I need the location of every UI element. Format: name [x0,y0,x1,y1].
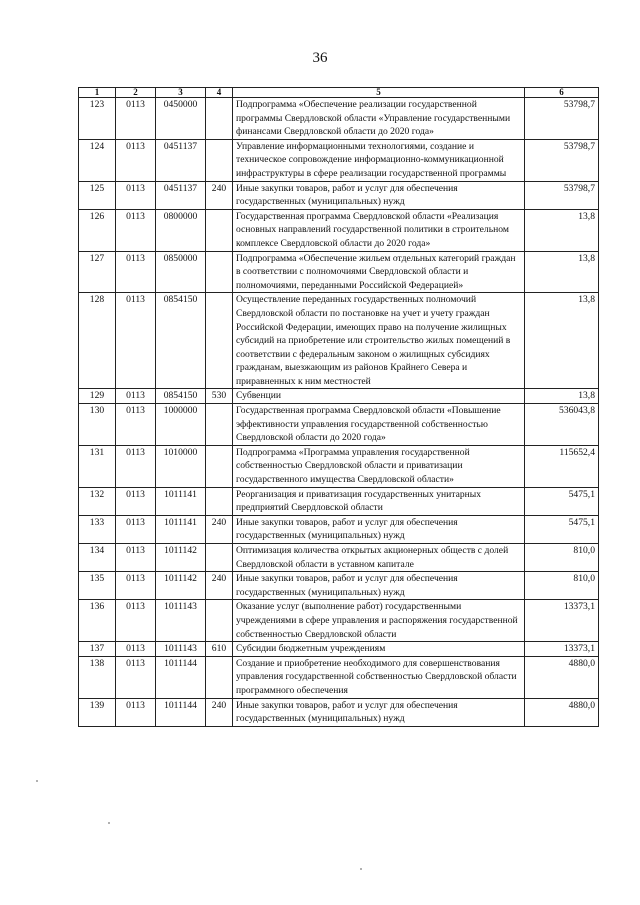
header-col-4: 4 [206,88,233,98]
row-number: 130 [79,404,116,446]
amount: 810,0 [525,544,599,572]
target-code: 0451137 [156,139,206,181]
section-code: 0113 [116,698,156,726]
scan-speck [36,780,38,782]
expense-type-code: 530 [206,389,233,404]
table-row [79,181,599,209]
table-row [79,698,599,726]
table-body [79,98,599,727]
target-code: 1011142 [156,572,206,600]
target-code: 1011144 [156,656,206,698]
section-code: 0113 [116,572,156,600]
target-code: 1011141 [156,515,206,543]
section-code: 0113 [116,209,156,251]
section-code: 0113 [116,656,156,698]
target-code: 1010000 [156,445,206,487]
table-row [79,445,599,487]
amount: 536043,8 [525,404,599,446]
target-code: 0450000 [156,98,206,140]
table-row [79,642,599,657]
header-col-5: 5 [233,88,525,98]
row-number: 125 [79,181,116,209]
section-code: 0113 [116,515,156,543]
expense-type-code [206,544,233,572]
target-code: 0800000 [156,209,206,251]
expense-type-code [206,600,233,642]
section-code: 0113 [116,445,156,487]
amount: 810,0 [525,572,599,600]
row-number: 126 [79,209,116,251]
header-col-1: 1 [79,88,116,98]
expense-type-code: 610 [206,642,233,657]
amount: 53798,7 [525,98,599,140]
amount: 13,8 [525,389,599,404]
row-number: 129 [79,389,116,404]
target-code: 1000000 [156,404,206,446]
expense-type-code [206,487,233,515]
item-name: Государственная программа Свердловской области «Реализация основных направлений государственной политики в строительном комплексе Свердловской области до 2020 года» [233,209,525,251]
item-name: Иные закупки товаров, работ и услуг для обеспечения государственных (муниципальных) нужд [233,698,525,726]
table-header-row [79,88,599,98]
target-code: 0854150 [156,293,206,389]
row-number: 123 [79,98,116,140]
item-name: Государственная программа Свердловской области «Повышение эффективности управления государственной собственностью Свердловской области до 2020 года» [233,404,525,446]
table-row [79,209,599,251]
expense-type-code: 240 [206,572,233,600]
target-code: 1011143 [156,600,206,642]
section-code: 0113 [116,642,156,657]
row-number: 131 [79,445,116,487]
amount: 13373,1 [525,642,599,657]
target-code: 1011141 [156,487,206,515]
expense-type-code [206,209,233,251]
row-number: 134 [79,544,116,572]
page-number: 36 [312,50,328,66]
target-code: 1011143 [156,642,206,657]
scan-speck [108,822,110,824]
section-code: 0113 [116,139,156,181]
item-name: Иные закупки товаров, работ и услуг для обеспечения государственных (муниципальных) нужд [233,181,525,209]
section-code: 0113 [116,251,156,293]
header-col-6: 6 [525,88,599,98]
amount: 4880,0 [525,656,599,698]
target-code: 1011144 [156,698,206,726]
amount: 13373,1 [525,600,599,642]
amount: 13,8 [525,251,599,293]
table-row [79,656,599,698]
section-code: 0113 [116,404,156,446]
item-name: Подпрограмма «Обеспечение жильем отдельных категорий граждан в соответствии с полномочиями Свердловской области и полномочиями, переданными Российской Федерацией» [233,251,525,293]
scan-speck [360,868,362,870]
section-code: 0113 [116,600,156,642]
row-number: 136 [79,600,116,642]
row-number: 127 [79,251,116,293]
item-name: Осуществление переданных государственных полномочий Свердловской области по постановке на учет и учету граждан Российской Федерации, имеющих право на получение жилищных субсидий на приобретение или строительство жилых помещений в соответствии с федеральным законом о жилищных субсидиях гражданам, выезжающим из районов Крайнего Севера и приравненных к ним местностей [233,293,525,389]
section-code: 0113 [116,181,156,209]
header-col-3: 3 [156,88,206,98]
item-name: Оказание услуг (выполнение работ) государственными учреждениями в сфере управления и распоряжения государственной собственностью Свердловской области [233,600,525,642]
table-row [79,544,599,572]
row-number: 139 [79,698,116,726]
budget-table [78,87,599,727]
table-row [79,98,599,140]
section-code: 0113 [116,98,156,140]
row-number: 132 [79,487,116,515]
item-name: Создание и приобретение необходимого для совершенствования управления государственной собственностью Свердловской области программного обеспечения [233,656,525,698]
amount: 13,8 [525,209,599,251]
row-number: 135 [79,572,116,600]
amount: 5475,1 [525,487,599,515]
amount: 115652,4 [525,445,599,487]
row-number: 138 [79,656,116,698]
item-name: Оптимизация количества открытых акционерных обществ с долей Свердловской области в уставном капитале [233,544,525,572]
table-row [79,600,599,642]
expense-type-code: 240 [206,181,233,209]
expense-type-code [206,293,233,389]
target-code: 0854150 [156,389,206,404]
item-name: Управление информационными технологиями, создание и техническое сопровождение информационно-коммуникационной инфраструктуры в сфере реализации государственной программы [233,139,525,181]
amount: 53798,7 [525,139,599,181]
item-name: Подпрограмма «Обеспечение реализации государственной программы Свердловской области «Управление государственными финансами Свердловской области до 2020 года» [233,98,525,140]
table-row [79,293,599,389]
expense-type-code [206,251,233,293]
item-name: Иные закупки товаров, работ и услуг для обеспечения государственных (муниципальных) нужд [233,515,525,543]
expense-type-code [206,445,233,487]
expense-type-code [206,139,233,181]
item-name: Подпрограмма «Программа управления государственной собственностью Свердловской области и приватизации государственного имущества Свердловской области» [233,445,525,487]
table-row [79,251,599,293]
section-code: 0113 [116,293,156,389]
item-name: Реорганизация и приватизация государственных унитарных предприятий Свердловской области [233,487,525,515]
table-row [79,389,599,404]
row-number: 133 [79,515,116,543]
section-code: 0113 [116,544,156,572]
table-row [79,572,599,600]
expense-type-code [206,98,233,140]
table-row [79,515,599,543]
amount: 5475,1 [525,515,599,543]
amount: 4880,0 [525,698,599,726]
row-number: 124 [79,139,116,181]
expense-type-code: 240 [206,515,233,543]
item-name: Субсидии бюджетным учреждениям [233,642,525,657]
header-col-2: 2 [116,88,156,98]
row-number: 137 [79,642,116,657]
item-name: Иные закупки товаров, работ и услуг для обеспечения государственных (муниципальных) нужд [233,572,525,600]
expense-type-code [206,404,233,446]
target-code: 0850000 [156,251,206,293]
row-number: 128 [79,293,116,389]
expense-type-code: 240 [206,698,233,726]
section-code: 0113 [116,389,156,404]
table-row [79,139,599,181]
expense-type-code [206,656,233,698]
section-code: 0113 [116,487,156,515]
item-name: Субвенции [233,389,525,404]
target-code: 0451137 [156,181,206,209]
amount: 53798,7 [525,181,599,209]
amount: 13,8 [525,293,599,389]
table-row [79,404,599,446]
table-row [79,487,599,515]
target-code: 1011142 [156,544,206,572]
